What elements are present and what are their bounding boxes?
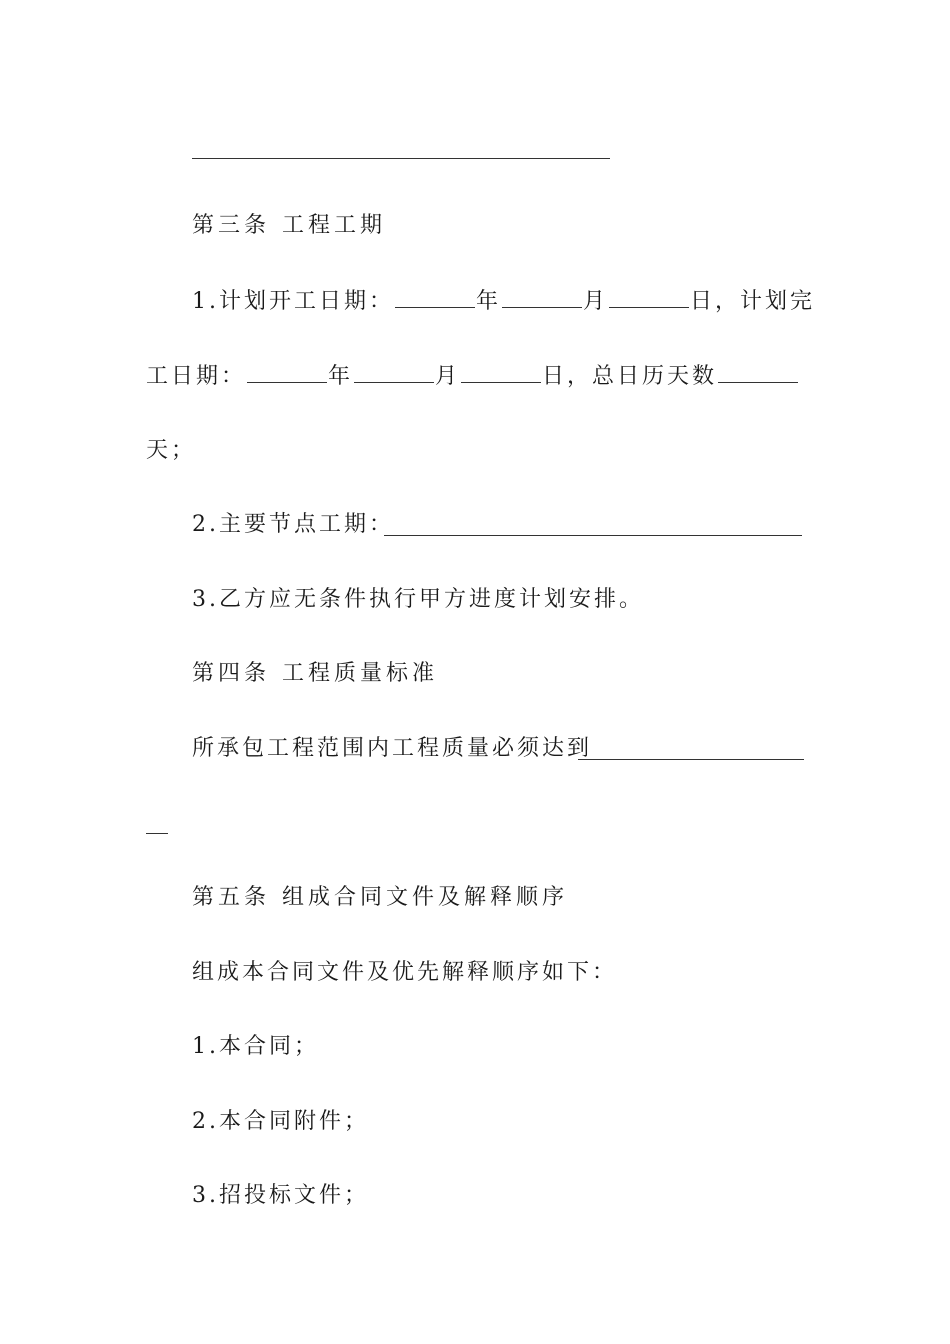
blank-start-day: [609, 306, 689, 308]
article-4-number: 第四条: [192, 661, 271, 686]
intro-text: 组成本合同文件及优先解释顺序如下：: [192, 960, 618, 985]
article-3-item-1-line-1: [192, 287, 815, 317]
article-4-title: 工程质量标准: [282, 661, 439, 686]
blank-quality: [578, 759, 804, 760]
days-unit: 天；: [146, 438, 197, 463]
item-1-continued: 工日期：: [146, 364, 247, 389]
month-label: 月: [583, 289, 609, 314]
total-days-label: 日，总日历天数: [542, 364, 718, 389]
article-3-item-3: [192, 585, 644, 615]
article-4-text: [192, 734, 592, 764]
year-label-2: 年: [328, 364, 354, 389]
blank-end-month: [354, 381, 434, 383]
list-item: 2.本合同附件；: [192, 1109, 369, 1134]
day-label: 日，计划完: [690, 289, 816, 314]
blank-start-year: [395, 306, 475, 308]
year-label: 年: [476, 289, 502, 314]
article-5-heading: [192, 883, 568, 913]
article-3-item-1-line-2: [146, 362, 799, 392]
quality-text: 所承包工程范围内工程质量必须达到: [192, 736, 593, 761]
blank-end-year: [247, 381, 327, 383]
article-4-heading: [192, 659, 438, 689]
article-5-title: 组成合同文件及解释顺序: [282, 885, 569, 910]
article-3-heading: [192, 211, 386, 241]
blank-milestones: [384, 535, 802, 536]
blank-total-days: [718, 381, 798, 383]
article-3-number: 第三条: [192, 213, 271, 238]
blank-start-month: [502, 306, 582, 308]
article-3-item-1-line-3: [146, 436, 196, 466]
article-5-number: 第五条: [192, 885, 271, 910]
list-item: 3.招投标文件；: [192, 1183, 369, 1208]
article-5-item-3: [192, 1181, 369, 1211]
blank-line-top: [192, 158, 610, 159]
blank-end-day: [461, 381, 541, 383]
article-3-item-2: [192, 510, 394, 540]
blank-quality-continued: [146, 833, 168, 834]
item-1-label: 1.计划开工日期：: [192, 289, 394, 314]
article-5-intro: [192, 958, 617, 988]
article-5-item-1: [192, 1032, 319, 1062]
item-2-label: 2.主要节点工期：: [192, 512, 394, 537]
month-label-2: 月: [435, 364, 461, 389]
article-3-title: 工程工期: [282, 213, 387, 238]
article-5-item-2: [192, 1107, 369, 1137]
list-item: 1.本合同；: [192, 1034, 319, 1059]
item-3-text: 3.乙方应无条件执行甲方进度计划安排。: [192, 587, 644, 612]
